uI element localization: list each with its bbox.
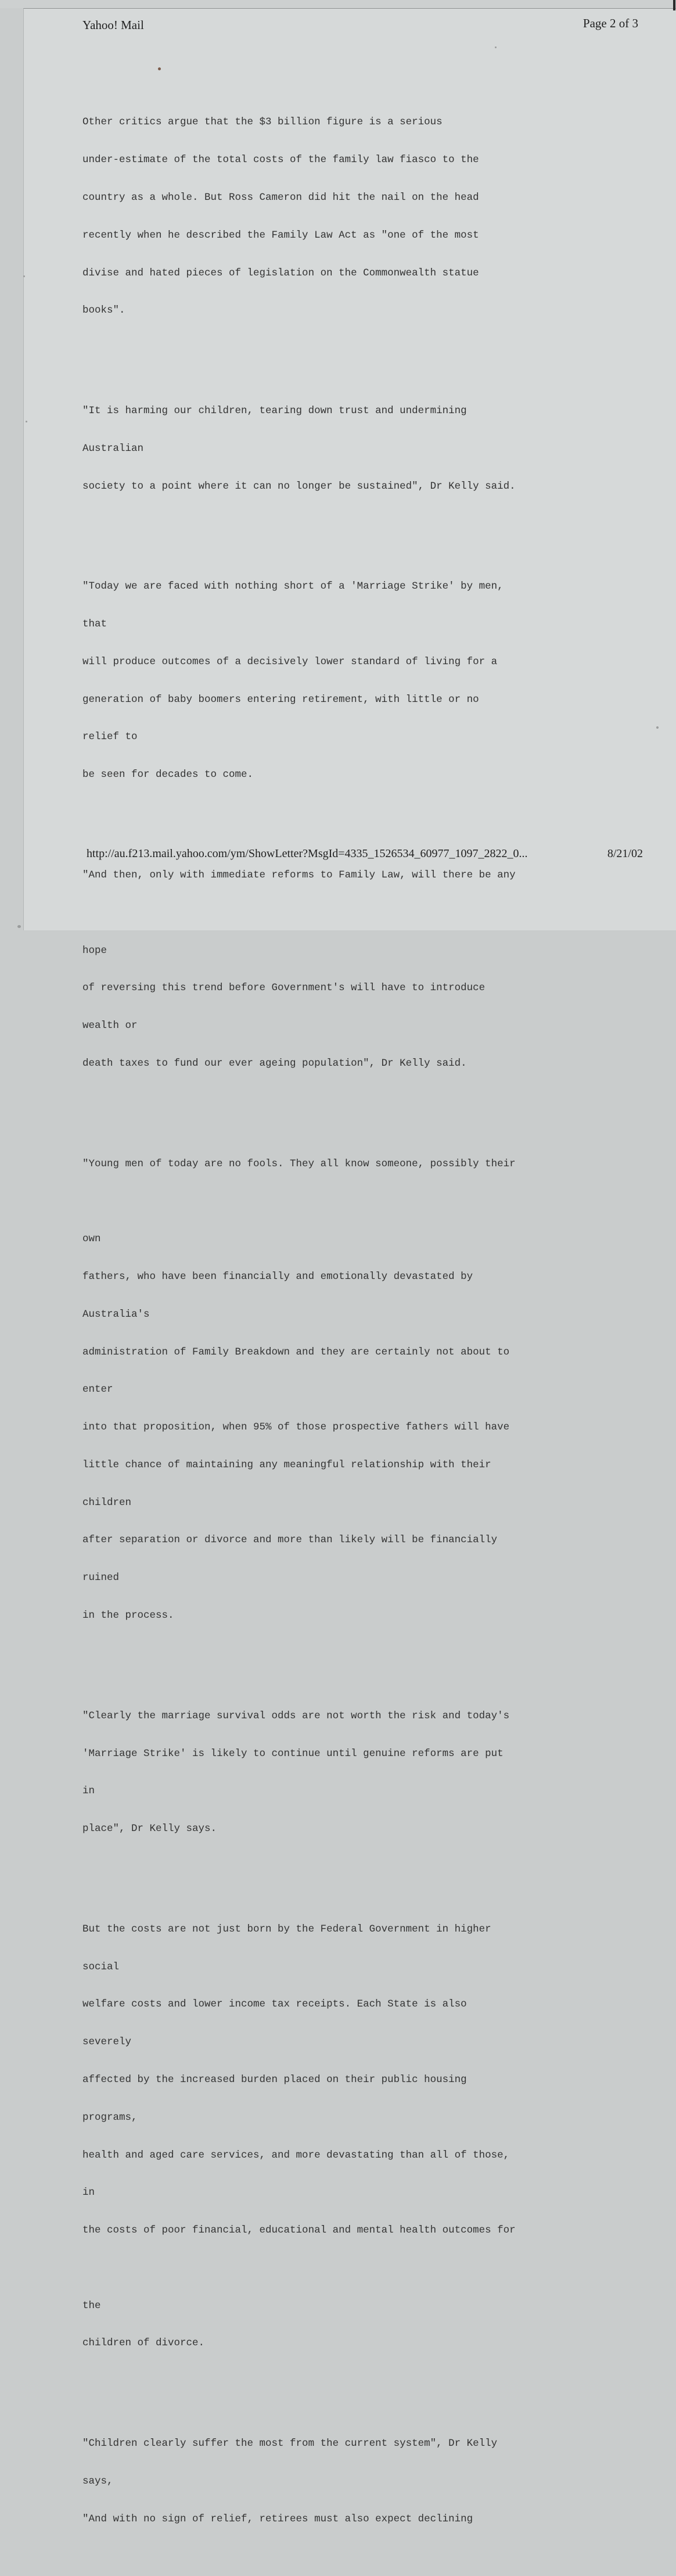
text-line: programs, <box>82 2111 138 2123</box>
scan-corner-mark <box>673 0 675 10</box>
paragraph <box>82 556 559 807</box>
text-line: death taxes to fund our ever ageing population", Dr Kelly said. <box>82 1057 467 1069</box>
text-line: into that proposition, when 95% of those prospective fathers will have <box>82 1421 510 1434</box>
text-line: in <box>82 1785 95 1797</box>
text-line: administration of Family Breakdown and they are certainly not about to <box>82 1346 510 1358</box>
text-line: in <box>82 2187 95 2199</box>
text-line: welfare costs and lower income tax receipts. Each State is also <box>82 1998 467 2011</box>
text-line: Other critics argue that the $3 billion figure is a serious <box>82 116 443 128</box>
paragraph <box>82 380 559 518</box>
text-line: relief to <box>82 731 138 743</box>
text-line: hope <box>82 944 107 956</box>
text-line: children of divorce. <box>82 2337 205 2349</box>
source-url: http://au.f213.mail.yahoo.com/ym/ShowLetter?MsgId=4335_1526534_60977_1097_2822_0... <box>87 847 528 860</box>
text-line: be seen for decades to come. <box>82 769 254 781</box>
text-line: the <box>82 2299 101 2312</box>
paragraph <box>82 1898 559 2376</box>
page-indicator: Page 2 of 3 <box>582 16 638 30</box>
paragraph <box>82 2413 559 2551</box>
text-line: "And with no sign of relief, retirees must also expect declining <box>82 2513 473 2525</box>
text-line: health and aged care services, and more devastating than all of those, <box>82 2149 510 2161</box>
text-line: severely <box>82 2036 132 2048</box>
scan-speck <box>26 421 27 422</box>
text-line: the costs of poor financial, educational and mental health outcomes for <box>82 2224 516 2237</box>
text-line: Australian <box>82 442 144 454</box>
text-line: 'Marriage Strike' is likely to continue until genuine reforms are put <box>82 1747 504 1760</box>
text-line: will produce outcomes of a decisively lower standard of living for a <box>82 655 498 668</box>
text-line: "And then, only with immediate reforms to Family Law, will there be any <box>82 869 516 881</box>
text-line: "Children clearly suffer the most from the current system", Dr Kelly <box>82 2438 498 2450</box>
text-line <box>82 2262 559 2275</box>
print-date: 8/21/02 <box>607 847 643 860</box>
text-line: society to a point where it can no longer be sustained", Dr Kelly said. <box>82 480 516 492</box>
text-line: place", Dr Kelly says. <box>82 1823 217 1835</box>
text-line: ruined <box>82 1572 120 1584</box>
scan-speck <box>656 726 659 729</box>
paragraph <box>82 91 559 342</box>
paragraph <box>82 844 559 1095</box>
text-line: under-estimate of the total costs of the family law fiasco to the <box>82 154 479 166</box>
text-line: fathers, who have been financially and emotionally devastated by <box>82 1271 473 1282</box>
text-line: "Clearly the marriage survival odds are not worth the risk and today's <box>82 1710 510 1722</box>
text-line: enter <box>82 1384 113 1396</box>
scan-speck <box>158 67 161 70</box>
text-line <box>82 1195 559 1208</box>
text-line: children <box>82 1496 132 1509</box>
paragraph <box>82 1685 559 1861</box>
scan-speck <box>495 46 497 48</box>
app-name-header: Yahoo! Mail <box>82 18 144 32</box>
text-line: of reversing this trend before Government's will have to introduce <box>82 982 486 994</box>
text-line: country as a whole. But Ross Cameron did hit the nail on the head <box>82 191 479 203</box>
scan-speck <box>17 925 21 928</box>
text-line: after separation or divorce and more than likely will be financially <box>82 1534 498 1546</box>
text-line: says, <box>82 2475 113 2487</box>
paragraph <box>82 1133 559 1647</box>
scan-speck <box>23 275 25 277</box>
text-line: "Today we are faced with nothing short of a 'Marriage Strike' by men, <box>82 581 504 593</box>
email-body <box>82 66 559 2576</box>
text-line: divise and hated pieces of legislation on the Commonwealth statue <box>82 267 479 279</box>
text-line: generation of baby boomers entering retirement, with little or no <box>82 693 479 705</box>
text-line: Australia's <box>82 1308 150 1320</box>
text-line: "Young men of today are no fools. They all know someone, possibly their <box>82 1158 516 1170</box>
text-line: that <box>82 618 107 630</box>
text-line: wealth or <box>82 1020 138 1032</box>
text-line: social <box>82 1961 120 1973</box>
scan-top-edge <box>0 0 675 8</box>
text-line <box>82 907 559 920</box>
text-line: recently when he described the Family Law Act as "one of the most <box>82 229 479 241</box>
text-line: books". <box>82 304 125 317</box>
text-line: affected by the increased burden placed on their public housing <box>82 2074 467 2086</box>
text-line: own <box>82 1233 101 1245</box>
text-line: in the process. <box>82 1610 174 1622</box>
text-line: little chance of maintaining any meaningful relationship with their <box>82 1459 491 1471</box>
text-line: But the costs are not just born by the Federal Government in higher <box>82 1923 491 1935</box>
text-line: "It is harming our children, tearing down trust and undermining <box>82 405 467 417</box>
